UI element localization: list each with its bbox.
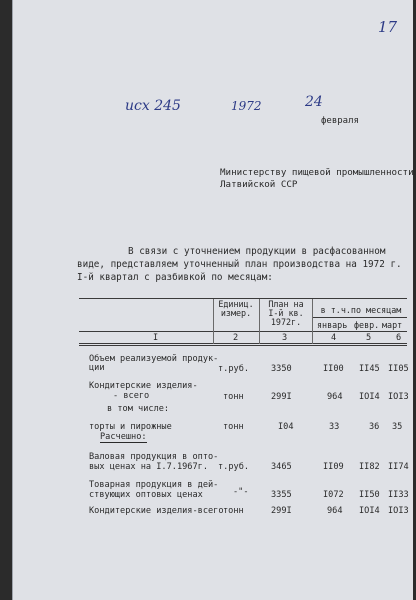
row-2-unit: тонн [223, 392, 244, 402]
row-1-unit: т.руб. [218, 364, 250, 374]
row-1-jan: II00 [323, 364, 344, 374]
row-4-jan: 33 [329, 422, 340, 432]
row-7-name-line-2: ствующих оптовых ценах [89, 490, 203, 500]
row-7-plan: 3355 [271, 490, 292, 500]
col-number-6: 6 [396, 333, 402, 343]
row-8-plan: 299I [271, 506, 292, 516]
row-6-name-line-1: Валовая продукция в опто- [89, 452, 219, 462]
row-7-mar: II33 [388, 490, 409, 500]
row-8-unit: тонн [223, 506, 244, 516]
col-divider-3 [312, 299, 313, 344]
row-1-plan: 3350 [271, 364, 292, 374]
row-7-feb: II50 [359, 490, 380, 500]
row-2-plan: 299I [271, 392, 292, 402]
body-line-1: В связи с уточнением продукции в расфасованном [128, 246, 386, 257]
row-1-mar: II05 [388, 364, 409, 374]
header-bottom-rule [79, 331, 407, 332]
col-number-2: 2 [233, 333, 239, 343]
jan-header: январь [317, 320, 348, 330]
outgoing-number: исх 245 [125, 98, 181, 114]
row-6-mar: II74 [388, 462, 409, 472]
page-number: 17 [378, 18, 398, 36]
row-8-mar: IOI3 [388, 506, 409, 516]
row-3-name: в том числе: [107, 404, 170, 414]
col-number-4: 4 [331, 333, 337, 343]
by-month-header: в т.ч.по месяцам [320, 305, 402, 315]
row-6-jan: II09 [323, 462, 344, 472]
row-4-unit: тонн [223, 422, 244, 432]
document-page [12, 0, 413, 600]
row-7-unit: -"- [233, 487, 249, 497]
letter-day: 24 [305, 94, 323, 110]
row-1-feb: II45 [359, 364, 380, 374]
row-4-name: торты и пирожные [89, 422, 172, 432]
body-line-3: I-й квартал с разбивкой по месяцам: [77, 272, 273, 283]
colnum-bottom-rule [79, 343, 407, 346]
row-2-name-line-1: Кондитерские изделия- [89, 381, 198, 391]
row-6-feb: II82 [359, 462, 380, 472]
addressee-line-2: Латвийской ССР [220, 179, 298, 190]
row-2-jan: 964 [327, 392, 343, 402]
row-4-mar: 35 [392, 422, 403, 432]
months-subheader-rule [313, 317, 407, 318]
row-1-name-line-2: ции [89, 363, 105, 373]
col-divider-1 [213, 299, 214, 344]
plan-header: План на I-й кв. 1972г. [268, 299, 304, 327]
mar-header: март [382, 320, 403, 330]
row-2-feb: IOI4 [359, 392, 380, 402]
row-6-unit: т.руб. [218, 462, 250, 472]
feb-header: февр. [354, 320, 380, 330]
row-6-plan: 3465 [271, 462, 292, 472]
row-6-name-line-2: вых ценах на I.7.1967г. [89, 462, 208, 472]
letter-month: февраля [321, 116, 359, 126]
row-1-name-line-1: Объем реализуемой продук- [89, 354, 219, 364]
row-7-name-line-1: Товарная продукция в дей- [89, 480, 219, 490]
col-number-5: 5 [366, 333, 372, 343]
addressee-line-1: Министерству пищевой промышленности [220, 167, 414, 178]
col-number-1: I [153, 333, 159, 343]
row-8-jan: 964 [327, 506, 343, 516]
letter-year: 1972 [231, 99, 262, 113]
col-divider-2 [259, 299, 260, 344]
row-2-name-line-2: - всего [113, 391, 150, 401]
row-8-name: Кондитерские изделия-всего [89, 506, 224, 516]
col-number-3: 3 [282, 333, 288, 343]
row-8-feb: IOI4 [359, 506, 380, 516]
row-7-jan: I072 [323, 490, 344, 500]
row-4-plan: I04 [278, 422, 294, 432]
unit-header: Единиц. измер. [218, 299, 254, 318]
row-5-name: Расчешно: [100, 432, 147, 442]
body-line-2: виде, представляем уточненный план производства на 1972 г. [77, 259, 402, 270]
row-4-feb: 36 [369, 422, 380, 432]
row-2-mar: IOI3 [388, 392, 409, 402]
